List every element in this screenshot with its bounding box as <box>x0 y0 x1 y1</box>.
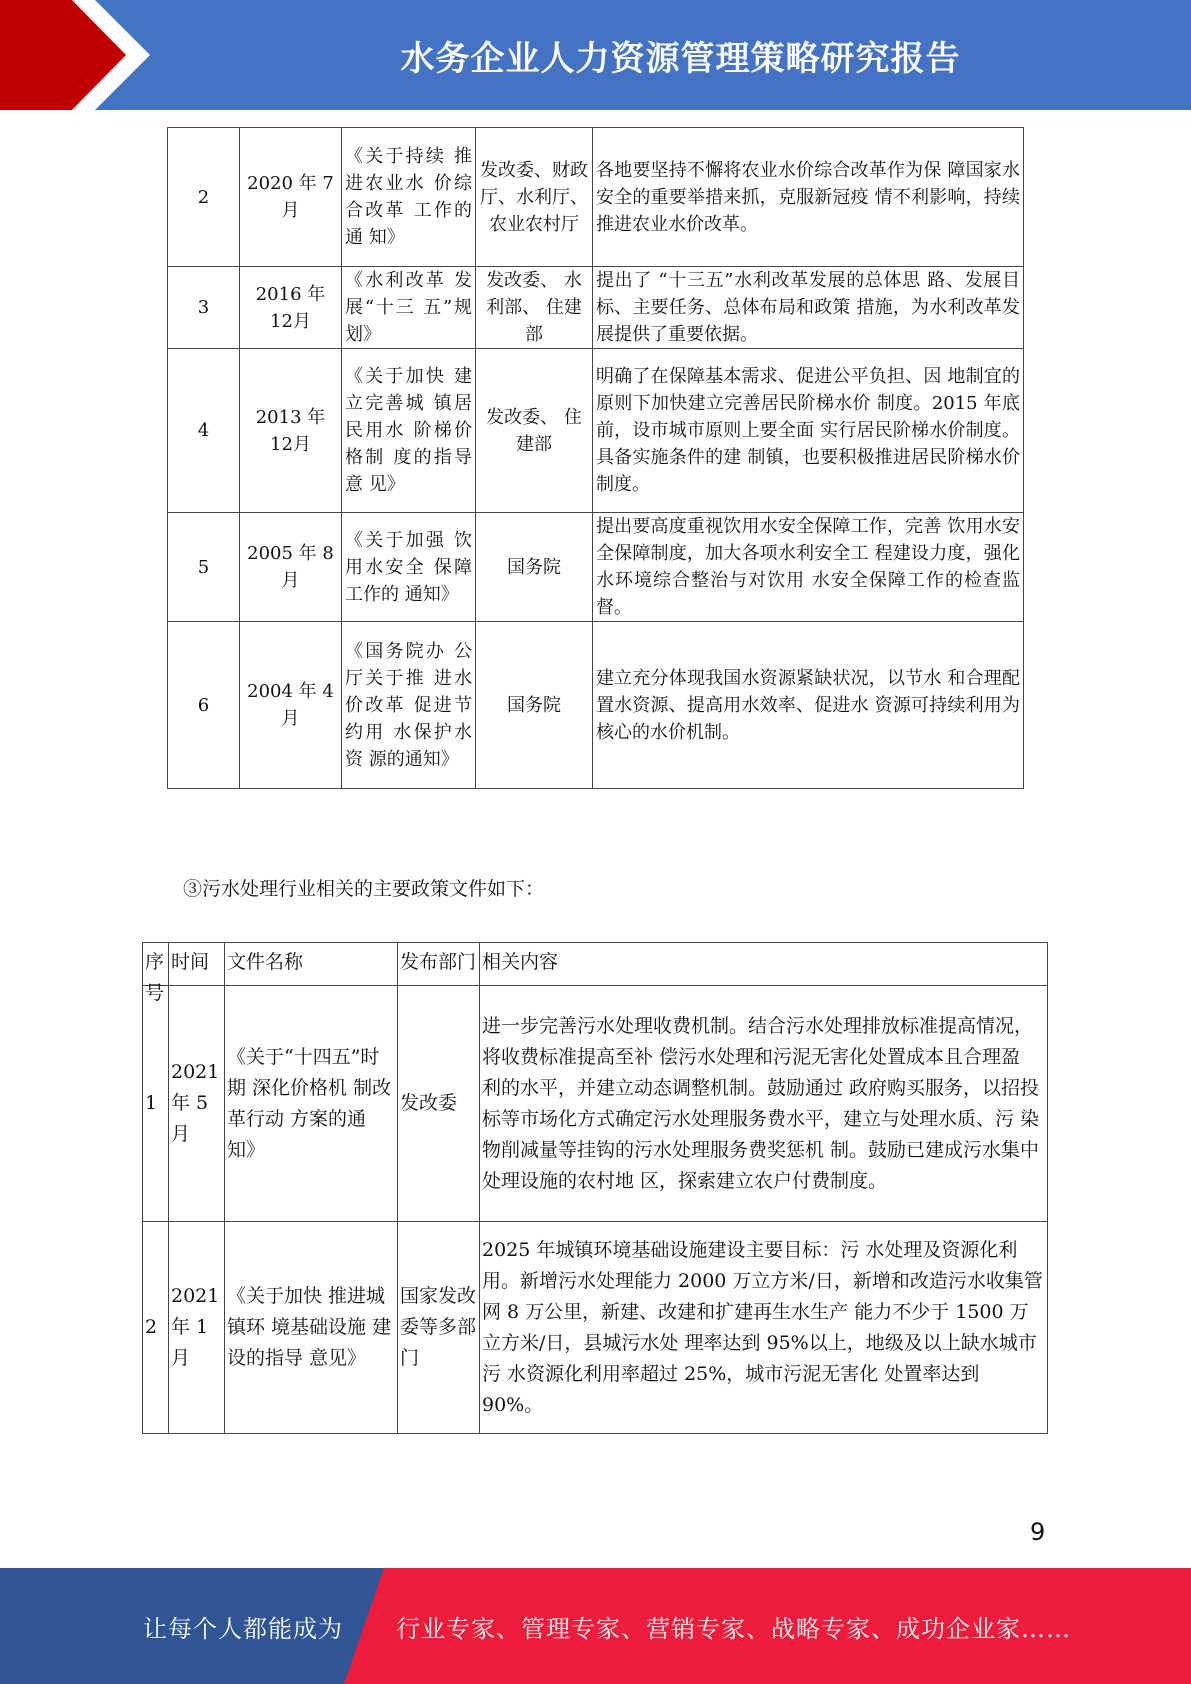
row-number: 4 <box>168 349 240 513</box>
policy-table-water-price <box>167 127 1024 789</box>
table-header-row <box>143 943 1048 986</box>
row-number: 5 <box>168 513 240 622</box>
row-time: 2020 年 7月 <box>240 128 342 267</box>
row-number: 1 <box>143 986 169 1222</box>
header-issuer: 发布部门 <box>398 943 480 986</box>
row-document-name: 《关于加快 建立完善城 镇居民用水 阶梯价格制 度的指导意 见》 <box>342 349 476 513</box>
table-row <box>143 1222 1048 1434</box>
row-number: 2 <box>168 128 240 267</box>
row-content: 各地要坚持不懈将农业水价综合改革作为保 障国家水安全的重要举措来抓，克服新冠疫 情不利影响，持续推进农业水价改革。 <box>593 128 1024 267</box>
footer-slogan-left: 让每个人都能成为 <box>143 1614 343 1643</box>
row-content: 进一步完善污水处理收费机制。结合污水处理排放标准提高情况，将收费标准提高至补 偿污水处理和污泥无害化处置成本且合理盈 利的水平，并建立动态调整机制。鼓励通过 政府购买服务，以招投标等市场化方式确定污水处理服务费水平，建立与处理水质、污 染物削减量等挂钩的污水处理服务费奖惩机 制。鼓励已建成污水集中处理设施的农村地 区，探索建立农户付费制度。 <box>480 986 1048 1222</box>
table-row <box>168 513 1024 622</box>
row-document-name: 《关于“十四五”时期 深化价格机 制改革行动 方案的通 知》 <box>225 986 398 1222</box>
row-time: 2004 年 4月 <box>240 622 342 789</box>
table-row <box>168 128 1024 267</box>
row-issuer: 国务院 <box>476 513 593 622</box>
document-title: 水务企业人力资源管理策略研究报告 <box>400 38 961 79</box>
row-time: 2021 年 5 月 <box>169 986 225 1222</box>
row-number: 3 <box>168 267 240 349</box>
table-row <box>168 267 1024 349</box>
policy-table-sewage <box>142 942 1048 1434</box>
page-number: 9 <box>1030 1518 1046 1546</box>
row-issuer: 发改委 <box>398 986 480 1222</box>
footer-banner <box>0 1568 1191 1684</box>
row-content: 明确了在保障基本需求、促进公平负担、因 地制宜的原则下加快建立完善居民阶梯水价 制度。2015 年底前，设市城市原则上要全面 实行居民阶梯水价制度。具备实施条件的建 制镇，也要积极推进居民阶梯水价制度。 <box>593 349 1024 513</box>
row-document-name: 《水利改革 发展“十三 五”规划》 <box>342 267 476 349</box>
footer-slogan-right: 行业专家、管理专家、营销专家、战略专家、成功企业家…… <box>396 1614 1071 1643</box>
section-heading: ③污水处理行业相关的主要政策文件如下： <box>183 878 545 900</box>
row-number: 2 <box>143 1222 169 1434</box>
header-time: 时间 <box>169 943 225 986</box>
header-no: 序号 <box>143 943 169 986</box>
row-document-name: 《关于加强 饮用水安全 保障工作的 通知》 <box>342 513 476 622</box>
row-time: 2016 年 12月 <box>240 267 342 349</box>
row-time: 2005 年 8月 <box>240 513 342 622</box>
row-document-name: 《关于持续 推进农业水 价综合改革 工作的通 知》 <box>342 128 476 267</box>
table-row <box>168 622 1024 789</box>
row-content: 2025 年城镇环境基础设施建设主要目标：污 水处理及资源化利用。新增污水处理能力 2000 万立方米/日，新增和改造污水收集管 网 8 万公里，新建、改建和扩建再生水生产 能力不少于 1500 万立方米/日，县城污水处 理率达到 95%以上，地级及以上缺水城市污 水资源化利用率超过 25%，城市污泥无害化 处置率达到 90%。 <box>480 1222 1048 1434</box>
header-banner <box>0 0 1191 110</box>
table-row <box>143 986 1048 1222</box>
header-document-name: 文件名称 <box>225 943 398 986</box>
row-issuer: 国家发改 委等多部 门 <box>398 1222 480 1434</box>
row-content: 建立充分体现我国水资源紧缺状况，以节水 和合理配置水资源、提高用水效率、促进水 资源可持续利用为核心的水价机制。 <box>593 622 1024 789</box>
header-content: 相关内容 <box>480 943 1048 986</box>
row-document-name: 《国务院办 公厅关于推 进水价改革 促进节约用 水保护水资 源的通知》 <box>342 622 476 789</box>
row-issuer: 国务院 <box>476 622 593 789</box>
row-time: 2021 年 1 月 <box>169 1222 225 1434</box>
row-issuer: 发改委、 水利部、 住建部 <box>476 267 593 349</box>
row-content: 提出要高度重视饮用水安全保障工作，完善 饮用水安全保障制度，加大各项水利安全工 程建设力度，强化水环境综合整治与对饮用 水安全保障工作的检查监督。 <box>593 513 1024 622</box>
row-issuer: 发改委、财政厅、水利厅、农业农村厅 <box>476 128 593 267</box>
table-row <box>168 349 1024 513</box>
row-document-name: 《关于加快 推进城镇环 境基础设施 建设的指导 意见》 <box>225 1222 398 1434</box>
row-time: 2013 年 12月 <box>240 349 342 513</box>
row-issuer: 发改委、 住建部 <box>476 349 593 513</box>
row-content: 提出了 “十三五”水利改革发展的总体思 路、发展目标、主要任务、总体布局和政策 措施，为水利改革发展提供了重要依据。 <box>593 267 1024 349</box>
row-number: 6 <box>168 622 240 789</box>
